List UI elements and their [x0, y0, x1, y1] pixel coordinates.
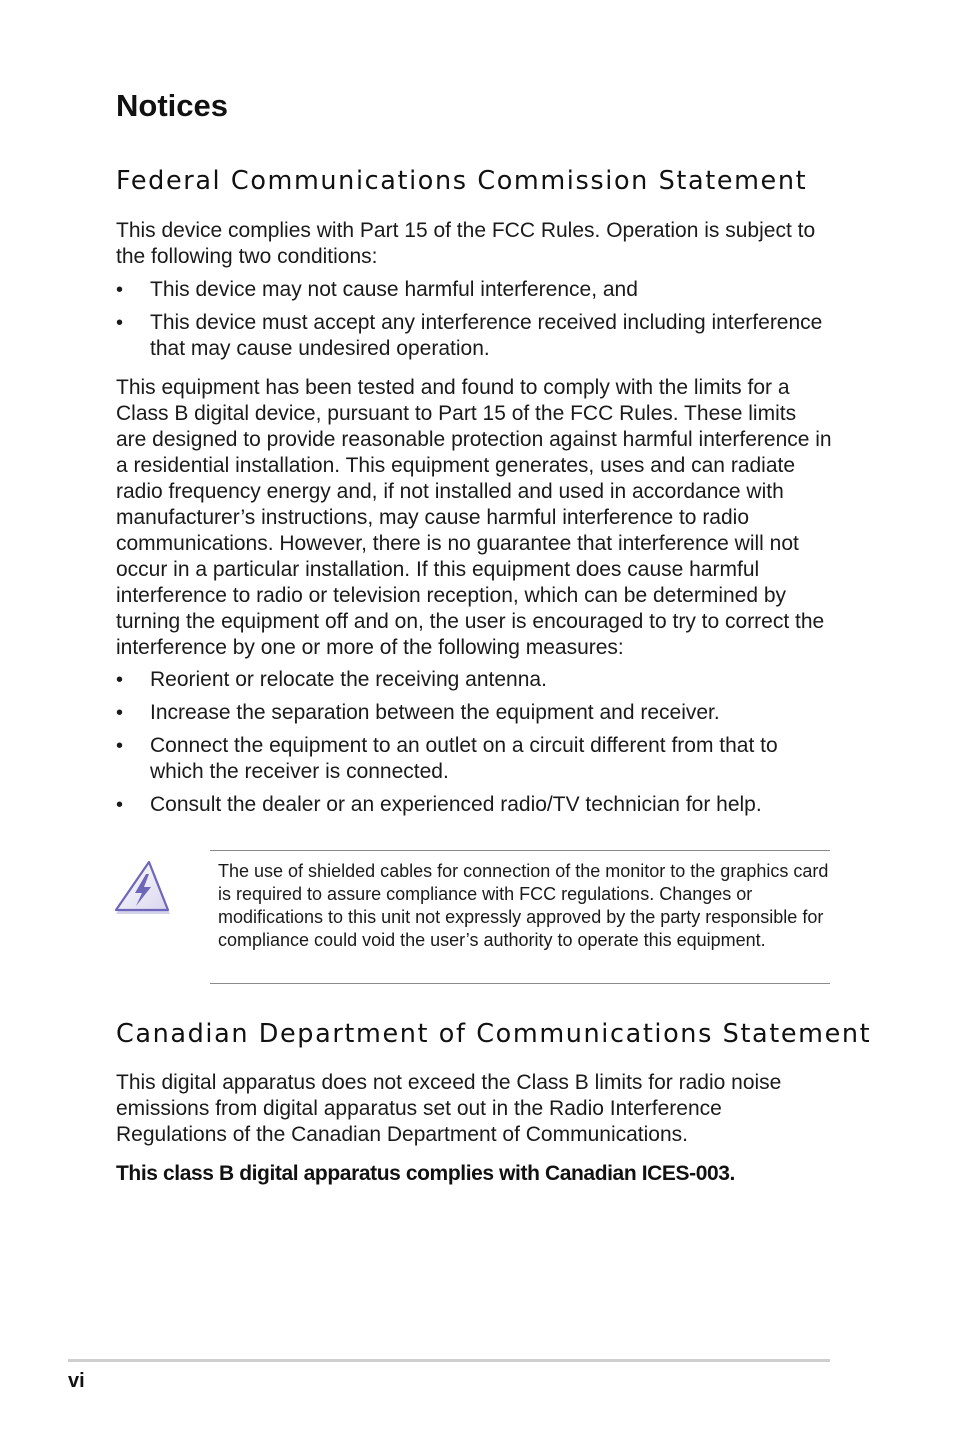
bullet-icon: •	[116, 702, 124, 724]
list-item-text: This device may not cause harmful interference, and	[150, 278, 638, 301]
note-text: The use of shielded cables for connection of the monitor to the graphics card is required to assure compliance with FCC regulations. Changes or modifications to this unit not expressly approved by the party responsible for compliance could void the user’s authority to operate this equipment.	[218, 861, 829, 950]
fcc-conditions-list	[116, 277, 832, 369]
bullet-icon: •	[116, 279, 124, 301]
list-item-text: This device must accept any interference received including interference that may cause undesired operation.	[150, 311, 823, 360]
page-title: Notices	[116, 88, 228, 123]
fcc-measures-list	[116, 667, 832, 825]
bullet-icon: •	[116, 794, 124, 816]
list-item	[116, 700, 832, 726]
bullet-icon: •	[116, 312, 124, 334]
list-item	[116, 667, 832, 693]
ices-statement: This class B digital apparatus complies with Canadian ICES-003.	[116, 1162, 735, 1185]
canada-heading: Canadian Department of Communications Statement	[116, 1019, 872, 1049]
bullet-icon: •	[116, 735, 124, 757]
list-item-text: Increase the separation between the equipment and receiver.	[150, 701, 720, 724]
canada-body: This digital apparatus does not exceed the Class B limits for radio noise emissions from digital apparatus set out in the Radio Interference Regulations of the Canadian Department of Communications.	[116, 1071, 782, 1146]
list-item	[116, 277, 832, 303]
list-item	[116, 792, 832, 818]
page-number: vi	[68, 1370, 85, 1392]
footer-rule	[68, 1359, 830, 1362]
list-item	[116, 733, 832, 785]
bullet-icon: •	[116, 669, 124, 691]
list-item-text: Consult the dealer or an experienced radio/TV technician for help.	[150, 793, 762, 816]
list-item-text: Connect the equipment to an outlet on a circuit different from that to which the receiver is connected.	[150, 734, 778, 783]
fcc-body: This equipment has been tested and found to comply with the limits for a Class B digital device, pursuant to Part 15 of the FCC Rules. These limits are designed to provide reasonable protection against harmful interference in a residential installation. This equipment generates, uses and can radiate radio frequency energy and, if not installed and used in accordance with manufacturer’s instructions, may cause harmful interference to radio communications. However, there is no guarantee that interference will not occur in a particular installation. If this equipment does cause harmful interference to radio or television reception, which can be determined by turning the equipment off and on, the user is encouraged to try to correct the interference by one or more of the following measures:	[116, 376, 832, 659]
warning-lightning-icon	[113, 860, 171, 916]
list-item-text: Reorient or relocate the receiving antenna.	[150, 668, 547, 691]
note-box	[210, 850, 830, 984]
fcc-heading: Federal Communications Commission Statement	[116, 166, 808, 196]
list-item	[116, 310, 832, 362]
fcc-intro: This device complies with Part 15 of the FCC Rules. Operation is subject to the following two conditions:	[116, 219, 816, 268]
